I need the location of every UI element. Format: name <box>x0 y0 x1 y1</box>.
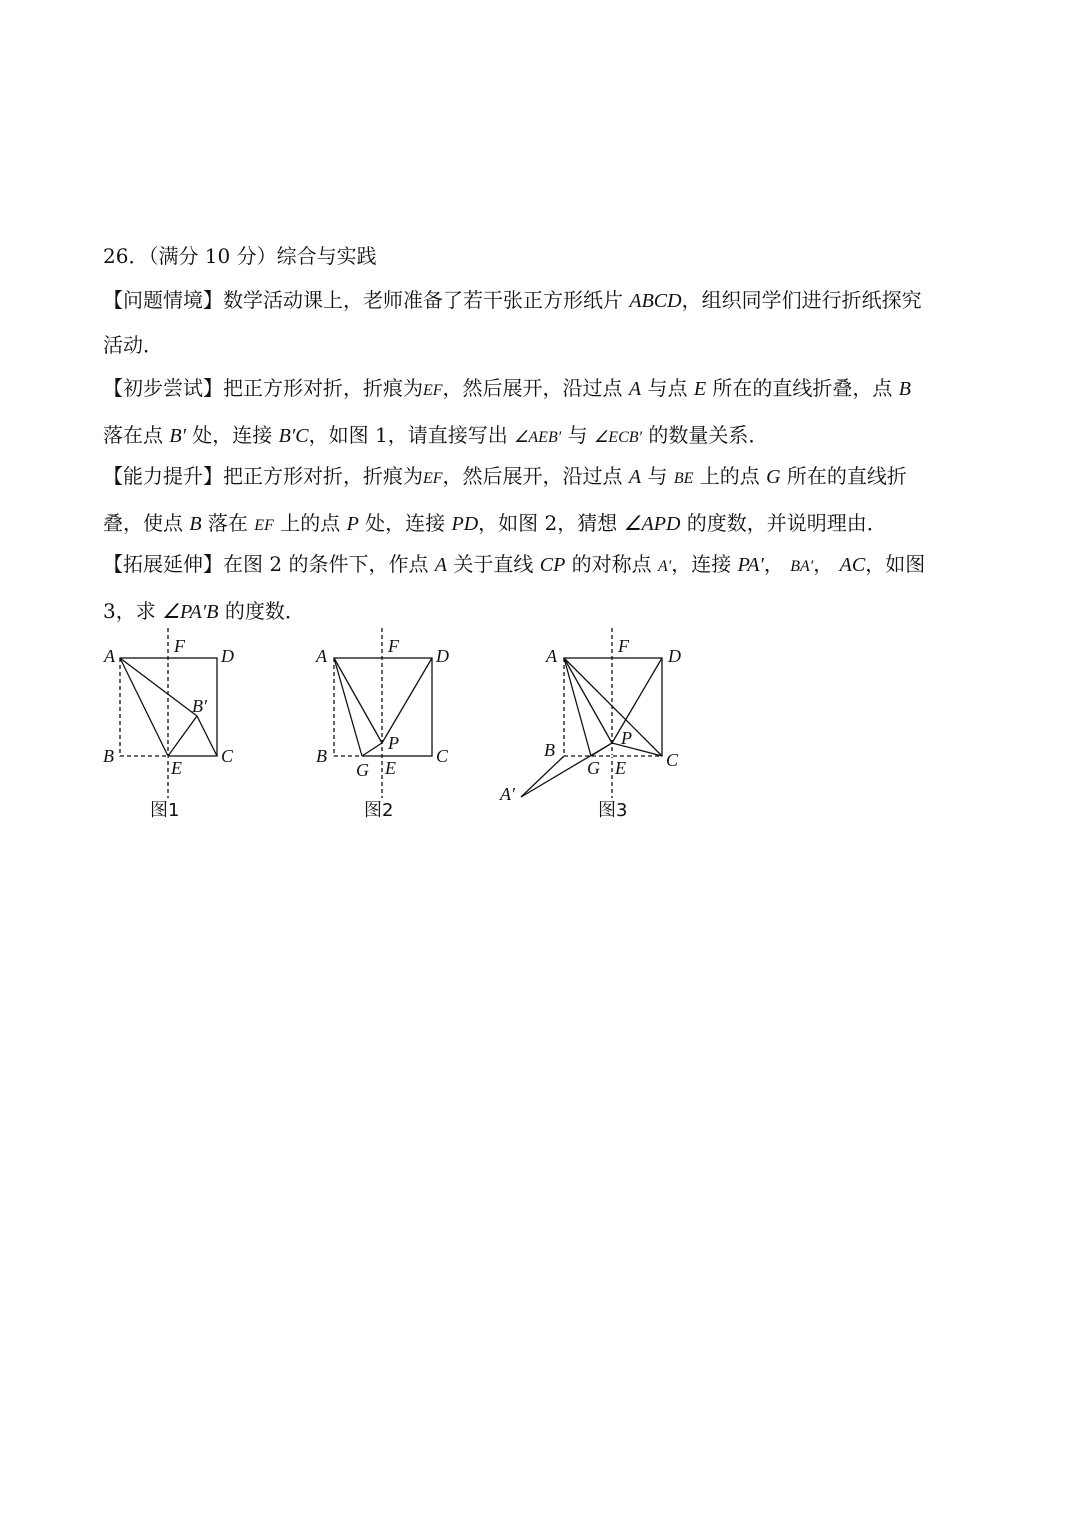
ability-tag: 【能力提升】 <box>103 464 223 488</box>
fig1-line-bpc <box>197 716 217 756</box>
fig2-label-b: B <box>316 746 327 766</box>
fig2-label-p: P <box>388 733 399 753</box>
situation-tag: 【问题情境】 <box>103 288 223 312</box>
fig1-label-d: D <box>221 646 234 666</box>
fig2-line-ap <box>334 658 382 743</box>
fig2-label-e: E <box>385 758 396 778</box>
fig3-label-a: A <box>546 646 557 666</box>
attempt-tag: 【初步尝试】 <box>103 376 223 400</box>
fig1-label-a: A <box>104 646 115 666</box>
fig1-line-ae <box>120 658 168 756</box>
question-title-text: 26．（满分 10 分）综合与实践 <box>103 244 377 268</box>
fig1-label-b: B <box>103 746 114 766</box>
extension-tag: 【拓展延伸】 <box>103 552 223 576</box>
fig3-line-ag <box>564 658 591 756</box>
fig3-label-d: D <box>668 646 681 666</box>
fig3-label-c: C <box>666 750 679 770</box>
fig3-label-f: F <box>618 636 629 656</box>
fig3-label-p: P <box>621 728 632 748</box>
ability-paragraph: 【能力提升】把正方形对折，折痕为EF，然后展开，沿过点 A 与 BE 上的点 G 所在的直线折 叠，使点 B 落在 EF 上的点 P 处，连接 PD，如图 2，猜想 ∠APD 的度数，并说明理由． <box>103 464 907 535</box>
fig1-label-f: F <box>174 636 185 656</box>
fig3-label-aprime: A′ <box>500 784 515 804</box>
fig3-label-g: G <box>587 758 600 778</box>
fig3-line-pc <box>612 743 662 756</box>
fig1-caption: 图1 <box>150 800 180 821</box>
fig3-caption: 图3 <box>598 800 628 821</box>
fig3-line-ap <box>564 658 612 743</box>
fig1-label-bprime: B′ <box>192 696 207 716</box>
fig2-label-c: C <box>436 746 449 766</box>
fig2-line-pd <box>382 658 432 743</box>
fig2-line-gp <box>362 743 382 756</box>
attempt-paragraph: 【初步尝试】把正方形对折，折痕为EF，然后展开，沿过点 A 与点 E 所在的直线折叠，点 B 落在点 B′ 处，连接 B′C，如图 1，请直接写出 ∠AEB′ 与 ∠ECB′ 的数量关系． <box>103 376 911 447</box>
fig1-label-c: C <box>221 746 234 766</box>
figure-2-diagram <box>334 628 432 798</box>
fig3-label-b: B <box>544 740 555 760</box>
fig2-caption: 图2 <box>364 800 394 821</box>
fig2-line-ag <box>334 658 362 756</box>
fig1-line-abp <box>120 658 197 716</box>
fig2-label-g: G <box>356 760 369 780</box>
fig3-label-e: E <box>615 758 626 778</box>
situation-paragraph: 【问题情境】数学活动课上，老师准备了若干张正方形纸片 ABCD，组织同学们进行折纸探究 活动． <box>103 288 922 357</box>
fig1-line-ebp <box>168 716 197 756</box>
fig3-line-bap <box>521 756 564 797</box>
fig2-label-d: D <box>436 646 449 666</box>
fig2-label-f: F <box>388 636 399 656</box>
extension-paragraph: 【拓展延伸】在图 2 的条件下，作点 A 关于直线 CP 的对称点 A′，连接 PA′， BA′， AC，如图 3，求 ∠PA′B 的度数． <box>103 552 926 623</box>
fig2-label-a: A <box>316 646 327 666</box>
fig1-label-e: E <box>171 758 182 778</box>
